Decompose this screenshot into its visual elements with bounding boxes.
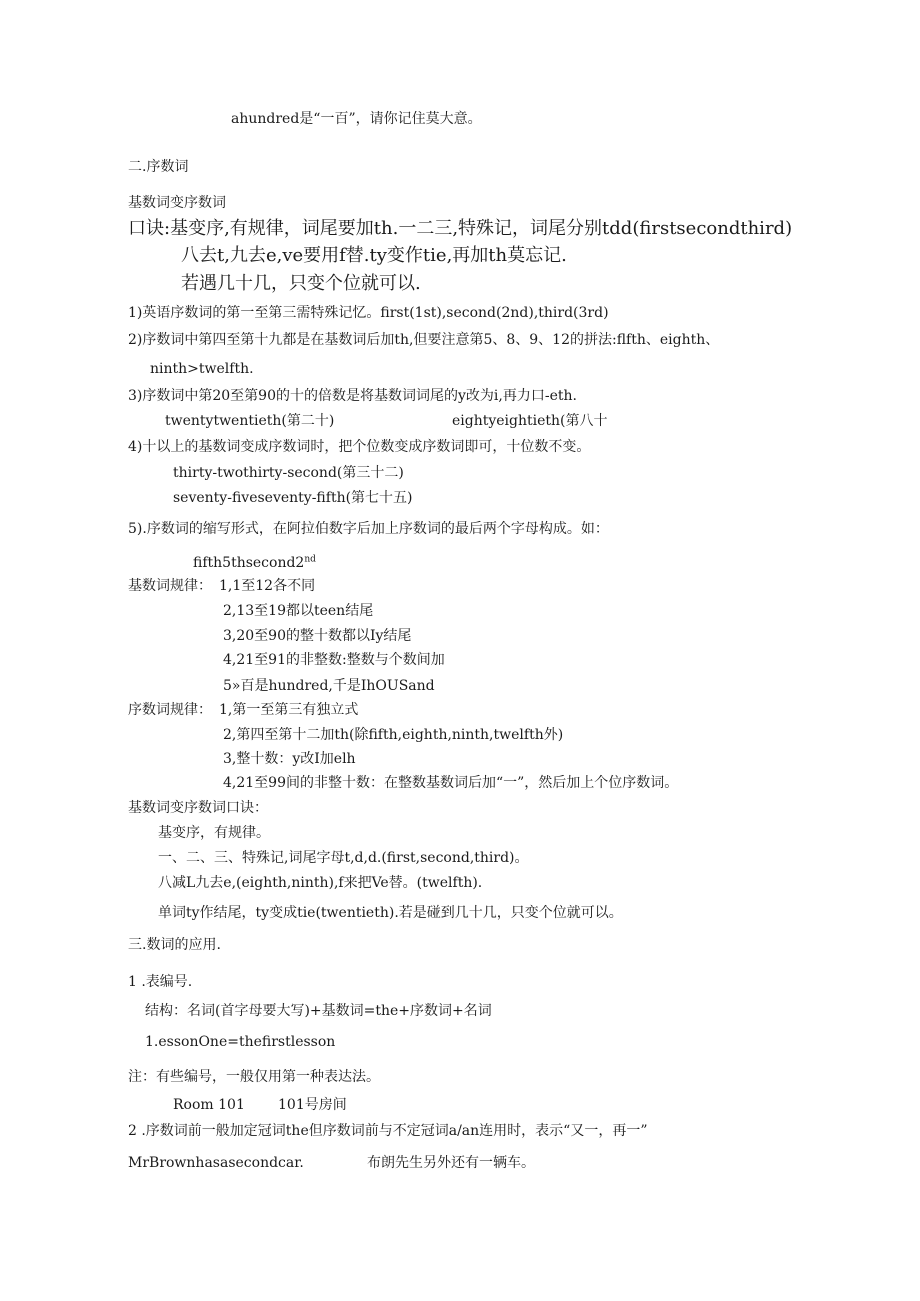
example-sentence: MrBrownhasasecondcar. [128, 1155, 304, 1171]
mnemonic-line-2: 八去t,九去e,ve要用f替.ty变作tie,再加th莫忘记. [181, 245, 567, 266]
mnemonic-line-3: 若遇几十几，只变个位就可以. [181, 273, 421, 294]
example-translation: 布朗先生另外还有一辆车。 [367, 1155, 535, 1171]
rule-3: 3)序数词中第20至第90的十的倍数是将基数词词尾的y改为i,再力口-eth. [128, 388, 577, 404]
application-2: 2 .序数词前一般加定冠词the但序数词前与不定冠词a/an连用时，表示“又一，再一” [128, 1123, 648, 1139]
rhyme-line-3: 八减L九去e,(eighth,ninth),f来把Ve替。(twelfth). [158, 875, 483, 891]
rhyme-line-1: 基变序，有规律。 [158, 825, 270, 841]
cardinal-rule-4: 4,21至91的非整数:整数与个数间加 [223, 652, 445, 668]
rule-1: 1)英语序数词的第一至第三需特殊记忆。first(1st),second(2nd),third(3rd) [128, 305, 609, 321]
application-1: 1 .表编号. [128, 974, 193, 990]
section-heading-ordinals: 二.序数词 [128, 159, 189, 175]
lesson-example: 1.essonOne=thefirstlesson [145, 1034, 336, 1050]
cardinal-rule-1: 1,1至12各不同 [219, 578, 316, 594]
rule-2: 2)序数词中第四至第十九都是在基数词后加th,但要注意第5、8、9、12的拼法:flfth、eighth、 [128, 332, 720, 348]
rhyme-line-4: 单词ty作结尾，ty变成tie(twentieth).若是碰到几十几，只变个位就可以。 [158, 905, 623, 921]
abbreviation-example [193, 554, 316, 572]
mnemonic-line-1: 口诀:基变序,有规律，词尾要加th.一二三,特殊记，词尾分别tdd(firstsecondthird) [128, 218, 793, 239]
example-seventy-fifth: seventy-fiveseventy-fifth(第七十五) [173, 490, 413, 506]
cardinal-rule-3: 3,20至90的整十数都以Iy结尾 [223, 628, 412, 644]
hundred-note: ahundred是“一百”，请你记住莫大意。 [231, 111, 482, 127]
cardinal-rule-2: 2,13至19都以teen结尾 [223, 603, 374, 619]
rhyme-title: 基数词变序数词口诀： [128, 800, 268, 816]
example-twentieth: twentytwentieth(第二十) [165, 413, 335, 429]
ordinal-rule-3: 3,整十数：y改I加elh [223, 751, 356, 767]
abbreviation-superscript: nd [304, 554, 316, 565]
room-translation: 101号房间 [278, 1097, 347, 1113]
example-eightieth: eightyeightieth(第八十 [452, 413, 608, 429]
room-example: Room 101 [173, 1097, 245, 1113]
cardinal-rules-label: 基数词规律： [128, 578, 212, 594]
rule-4: 4)十以上的基数词变成序数词时，把个位数变成序数词即可，十位数不变。 [128, 439, 591, 455]
structure-line: 结构：名词(首字母要大写)+基数词=the+序数词+名词 [145, 1003, 492, 1019]
abbreviation-text: fifth5thsecond2 [193, 555, 305, 571]
section-heading-applications: 三.数词的应用. [128, 937, 221, 953]
note-line: 注：有些编号，一般仅用第一种表达法。 [128, 1069, 380, 1085]
rule-5: 5).序数词的缩写形式，在阿拉伯数字后加上序数词的最后两个字母构成。如： [128, 521, 609, 537]
ordinal-rule-2: 2,第四至第十二加th(除fifth,eighth,ninth,twelfth外) [223, 727, 564, 743]
example-thirty-second: thirty-twothirty-second(第三十二) [173, 465, 404, 481]
rule-2-continued: ninth>twelfth. [150, 361, 254, 377]
ordinal-rule-4: 4,21至99间的非整十数：在整数基数词后加“一”，然后加上个位序数词。 [223, 775, 679, 791]
ordinal-rules-label: 序数词规律： [128, 702, 212, 718]
rhyme-line-2: 一、二、三、特殊记,词尾字母t,d,d.(first,second,third)。 [158, 850, 529, 866]
cardinal-rule-5: 5»百是hundred,千是IhOUSand [223, 678, 435, 694]
subheading-cardinal-to-ordinal: 基数词变序数词 [128, 195, 226, 211]
ordinal-rule-1: 1,第一至第三有独立式 [219, 702, 359, 718]
